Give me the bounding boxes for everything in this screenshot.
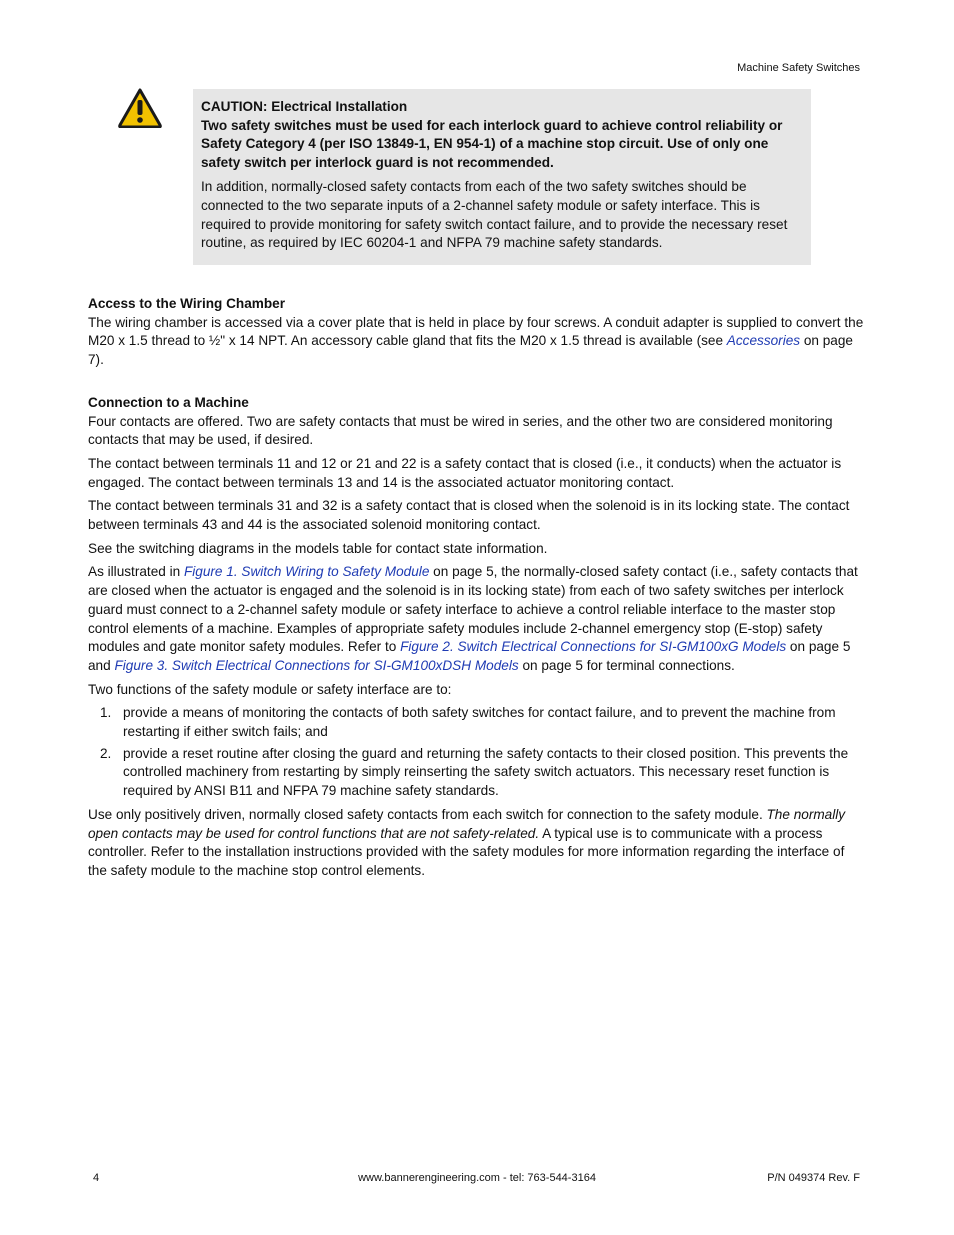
paragraph-contacts: Four contacts are offered. Two are safety contacts that must be wired in series, and the other two are considered monitoring contacts that may be used, if desired. [88, 413, 833, 448]
paragraph-two-functions: Two functions of the safety module or safety interface are to: [88, 681, 452, 697]
paragraph-switching-diagrams: See the switching diagrams in the models table for contact state information. [88, 540, 548, 556]
list-item: 1. provide a means of monitoring the contacts of both safety switches for contact failure, and to prevent the machine from restarting if either switch fails; and [100, 705, 836, 740]
caution-box [193, 89, 811, 265]
list-item: 2. provide a reset routine after closing the guard and returning the safety contacts to their closed position. This prevents the controlled machinery from restarting by simply reinserting the safety switch actuators. This necessary reset function is required by ANSI B11 and NFPA 79 machine safety standards. [100, 745, 849, 799]
page-number: 4 [93, 1172, 100, 1184]
main-content [88, 295, 866, 886]
figure-1-link[interactable]: Figure 1. Switch Wiring to Safety Module [183, 564, 430, 580]
caution-bold-text: Two safety switches must be used for each interlock guard to achieve control reliability or Safety Category 4 (per ISO 13849-1, EN 954-1) of a machine stop circuit. Use of only one safety switch per interlock guard is not recommended. [201, 117, 783, 170]
paragraph-figure-references: As illustrated in Figure 1. Switch Wiring to Safety Module on page 5, the normally-closed safety contact (i.e., safety contacts that are closed when the actuator is engaged and the solenoid is in its locking state) from each of two safety switches per interlock guard must connect to a 2-channel safety module or safety interface to achieve a control reliable interface to the master stop control elements of a machine. Examples of appropriate safety modules include 2-channel emergency stop (E-stop) safety modules and gate monitor safety modules. Refer to Figure 2. Switch Electrical Connections for SI-GM100xG Models on page 5 and Figure 3. Switch Electrical Connections for SI-GM100xDSH Models on page 5 for terminal connections. [88, 564, 858, 673]
caution-title: CAUTION: Electrical Installation [201, 99, 408, 114]
figure-2-link[interactable]: Figure 2. Switch Electrical Connections for SI-GM100xG Models [400, 639, 787, 655]
section-heading-wiring-chamber: Access to the Wiring Chamber [88, 296, 286, 311]
part-number: P/N 049374 Rev. F [767, 1172, 860, 1184]
section-heading-connection: Connection to a Machine [88, 394, 249, 410]
paragraph-terminals-11-12: The contact between terminals 11 and 12 or 21 and 22 is a safety contact that is closed (i.e., it conducts) when the actuator is engaged. The contact between terminals 13 and 14 is the associated actuator monitoring contact. [88, 455, 842, 490]
caution-body: In addition, normally-closed safety contacts from each of the two safety switches should be connected to the two separate inputs of a 2-channel safety module or safety interface. This is required to provide monitoring for safety switch contact failure, and to provide the necessary reset routine, as required by IEC 60204-1 and NFPA 79 machine safety standards. [201, 179, 788, 251]
functions-list [88, 704, 866, 801]
paragraph-positively-driven: Use only positively driven, normally closed safety contacts from each switch for connection to the safety module. The normally open contacts may be used for control functions that are not safety-related. A typical use is to communicate with a process controller. Refer to the installation instructions provided with the safety modules for more information regarding the interface of the safety module to the machine stop control elements. [88, 806, 846, 878]
figure-3-link[interactable]: Figure 3. Switch Electrical Connections for SI-GM100xDSH Models [114, 657, 519, 673]
footer-contact: www.bannerengineering.com - tel: 763-544-3164 [358, 1172, 596, 1184]
running-header: Machine Safety Switches [737, 62, 860, 74]
paragraph-terminals-31-32: The contact between terminals 31 and 32 is a safety contact that is closed when the solenoid is in its locking state. The contact between terminals 43 and 44 is the associated solenoid monitoring contact. [88, 498, 850, 533]
accessories-link[interactable]: Accessories [726, 333, 801, 349]
wiring-chamber-paragraph: The wiring chamber is accessed via a cover plate that is held in place by four screws. A conduit adapter is supplied to convert the M20 x 1.5 thread to ½" x 14 NPT. An accessory cable gland that fits the M20 x 1.5 thread is available (see Accessories on page 7). [88, 314, 864, 368]
warning-triangle-icon [118, 88, 162, 128]
